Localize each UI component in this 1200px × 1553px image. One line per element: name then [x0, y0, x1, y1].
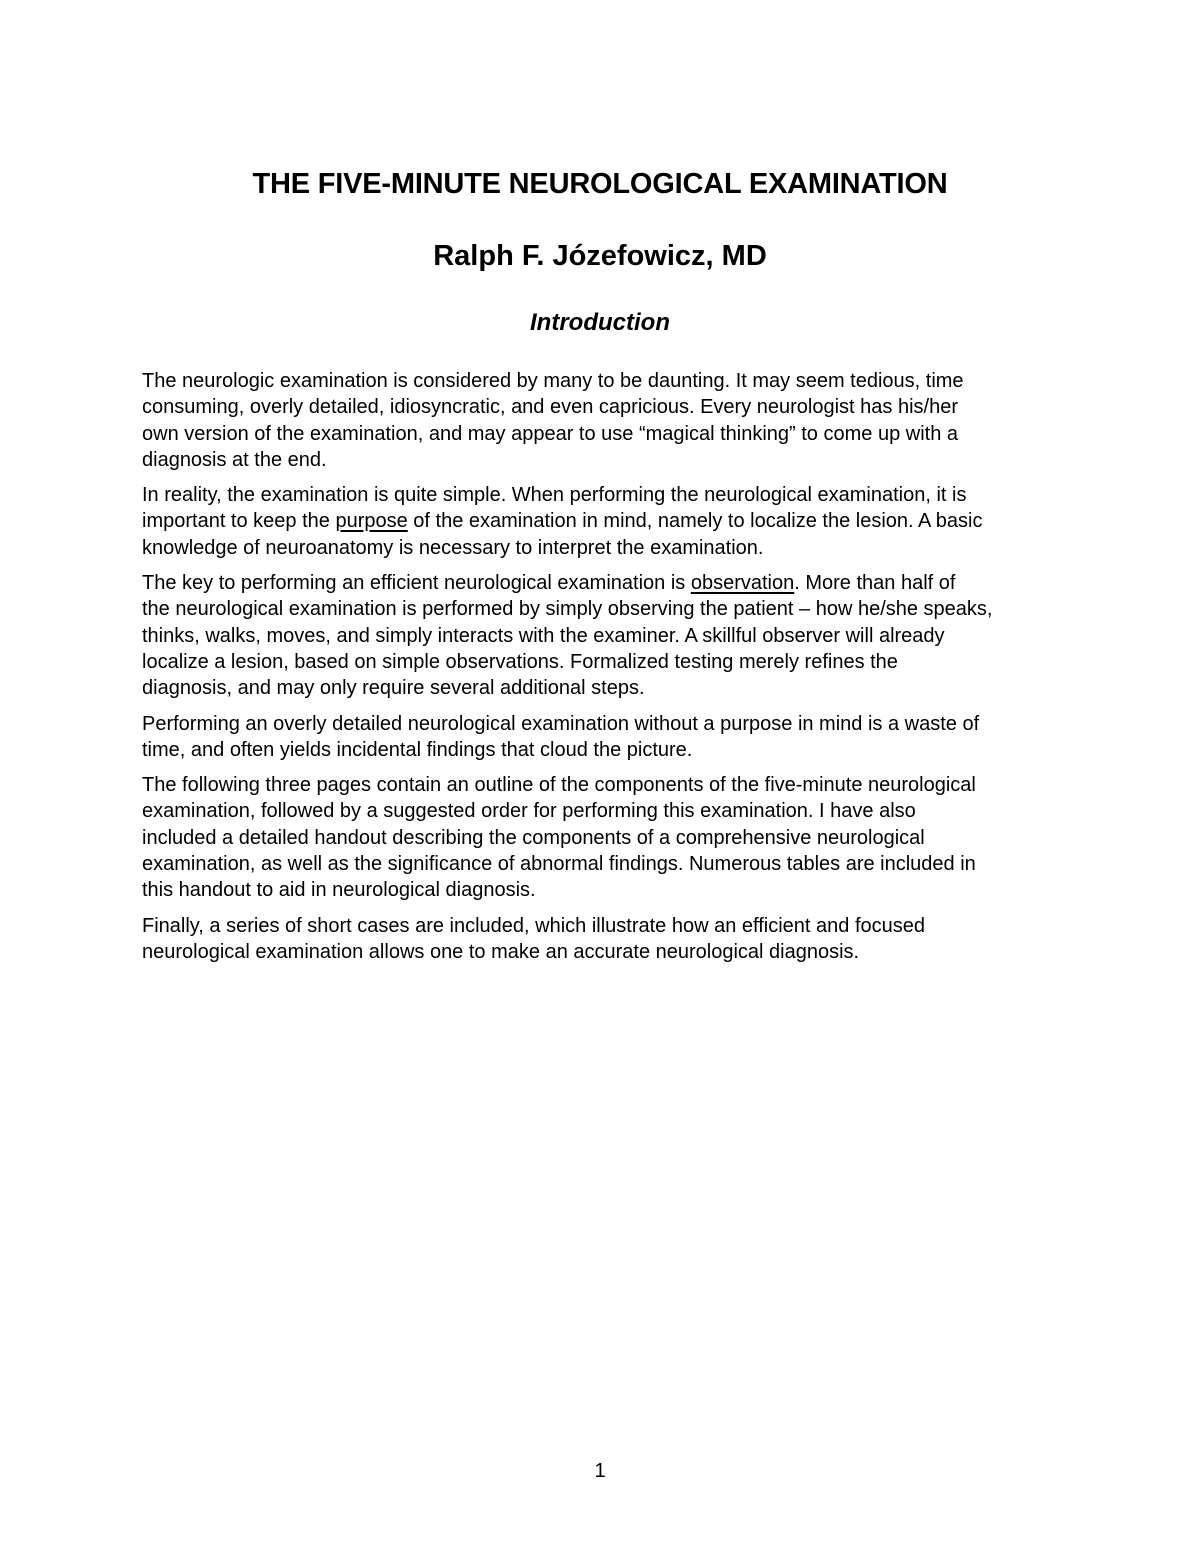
paragraph-line: Performing an overly detailed neurological examination without a purpose in mind is a waste of	[142, 712, 980, 735]
paragraph-line: neurological examination allows one to make an accurate neurological diagnosis.	[142, 940, 860, 963]
paragraph-line-with-emphasis	[142, 570, 1062, 596]
text-run: important to keep the	[142, 510, 336, 533]
paragraph-line: own version of the examination, and may appear to use “magical thinking” to come up with a	[142, 422, 958, 445]
paragraph-6	[142, 913, 1062, 966]
paragraph-1	[142, 368, 1062, 473]
document-title: THE FIVE-MINUTE NEUROLOGICAL EXAMINATION	[252, 168, 948, 200]
paragraph-line: time, and often yields incidental findings that cloud the picture.	[142, 738, 693, 761]
paragraph-line: diagnosis at the end.	[142, 448, 327, 471]
paragraph-line: knowledge of neuroanatomy is necessary to interpret the examination.	[142, 536, 764, 559]
paragraph-line: examination, as well as the significance of abnormal findings. Numerous tables are included in	[142, 853, 976, 876]
paragraph-3	[142, 570, 1062, 701]
paragraph-line-with-emphasis	[142, 508, 1062, 534]
paragraph-line: examination, followed by a suggested order for performing this examination. I have also	[142, 800, 916, 823]
paragraph-line: included a detailed handout describing the components of a comprehensive neurological	[142, 826, 925, 849]
paragraph-line: diagnosis, and may only require several additional steps.	[142, 677, 645, 700]
paragraph-5	[142, 772, 1062, 903]
underlined-word-observation: observation	[690, 572, 795, 595]
paragraph-line: consuming, overly detailed, idiosyncratic, and even capricious. Every neurologist has his/her	[142, 396, 958, 419]
paragraph-line: Finally, a series of short cases are included, which illustrate how an efficient and focused	[142, 914, 926, 937]
paragraph-line: thinks, walks, moves, and simply interacts with the examiner. A skillful observer will already	[142, 624, 945, 647]
introduction-body	[142, 368, 1062, 974]
paragraph-line: In reality, the examination is quite simple. When performing the neurological examination, it is	[142, 484, 967, 507]
paragraph-2	[142, 482, 1062, 561]
paragraph-line: localize a lesion, based on simple observations. Formalized testing merely refines the	[142, 650, 898, 673]
paragraph-line: this handout to aid in neurological diagnosis.	[142, 879, 536, 902]
underlined-word-purpose: purpose	[335, 510, 408, 533]
paragraph-line: The following three pages contain an outline of the components of the five-minute neurological	[142, 774, 976, 797]
paragraph-line: The neurologic examination is considered by many to be daunting. It may seem tedious, time	[142, 370, 964, 392]
paragraph-4	[142, 711, 1062, 764]
paragraph-line: the neurological examination is performed by simply observing the patient – how he/she speaks,	[142, 598, 993, 621]
author-name: Ralph F. Józefowicz, MD	[433, 240, 767, 272]
section-heading-introduction: Introduction	[530, 309, 670, 336]
text-run: The key to performing an efficient neurological examination is	[142, 572, 691, 595]
page-number: 1	[594, 1460, 606, 1482]
text-run: of the examination in mind, namely to localize the lesion. A basic	[407, 510, 983, 533]
text-run: . More than half of	[794, 572, 956, 595]
